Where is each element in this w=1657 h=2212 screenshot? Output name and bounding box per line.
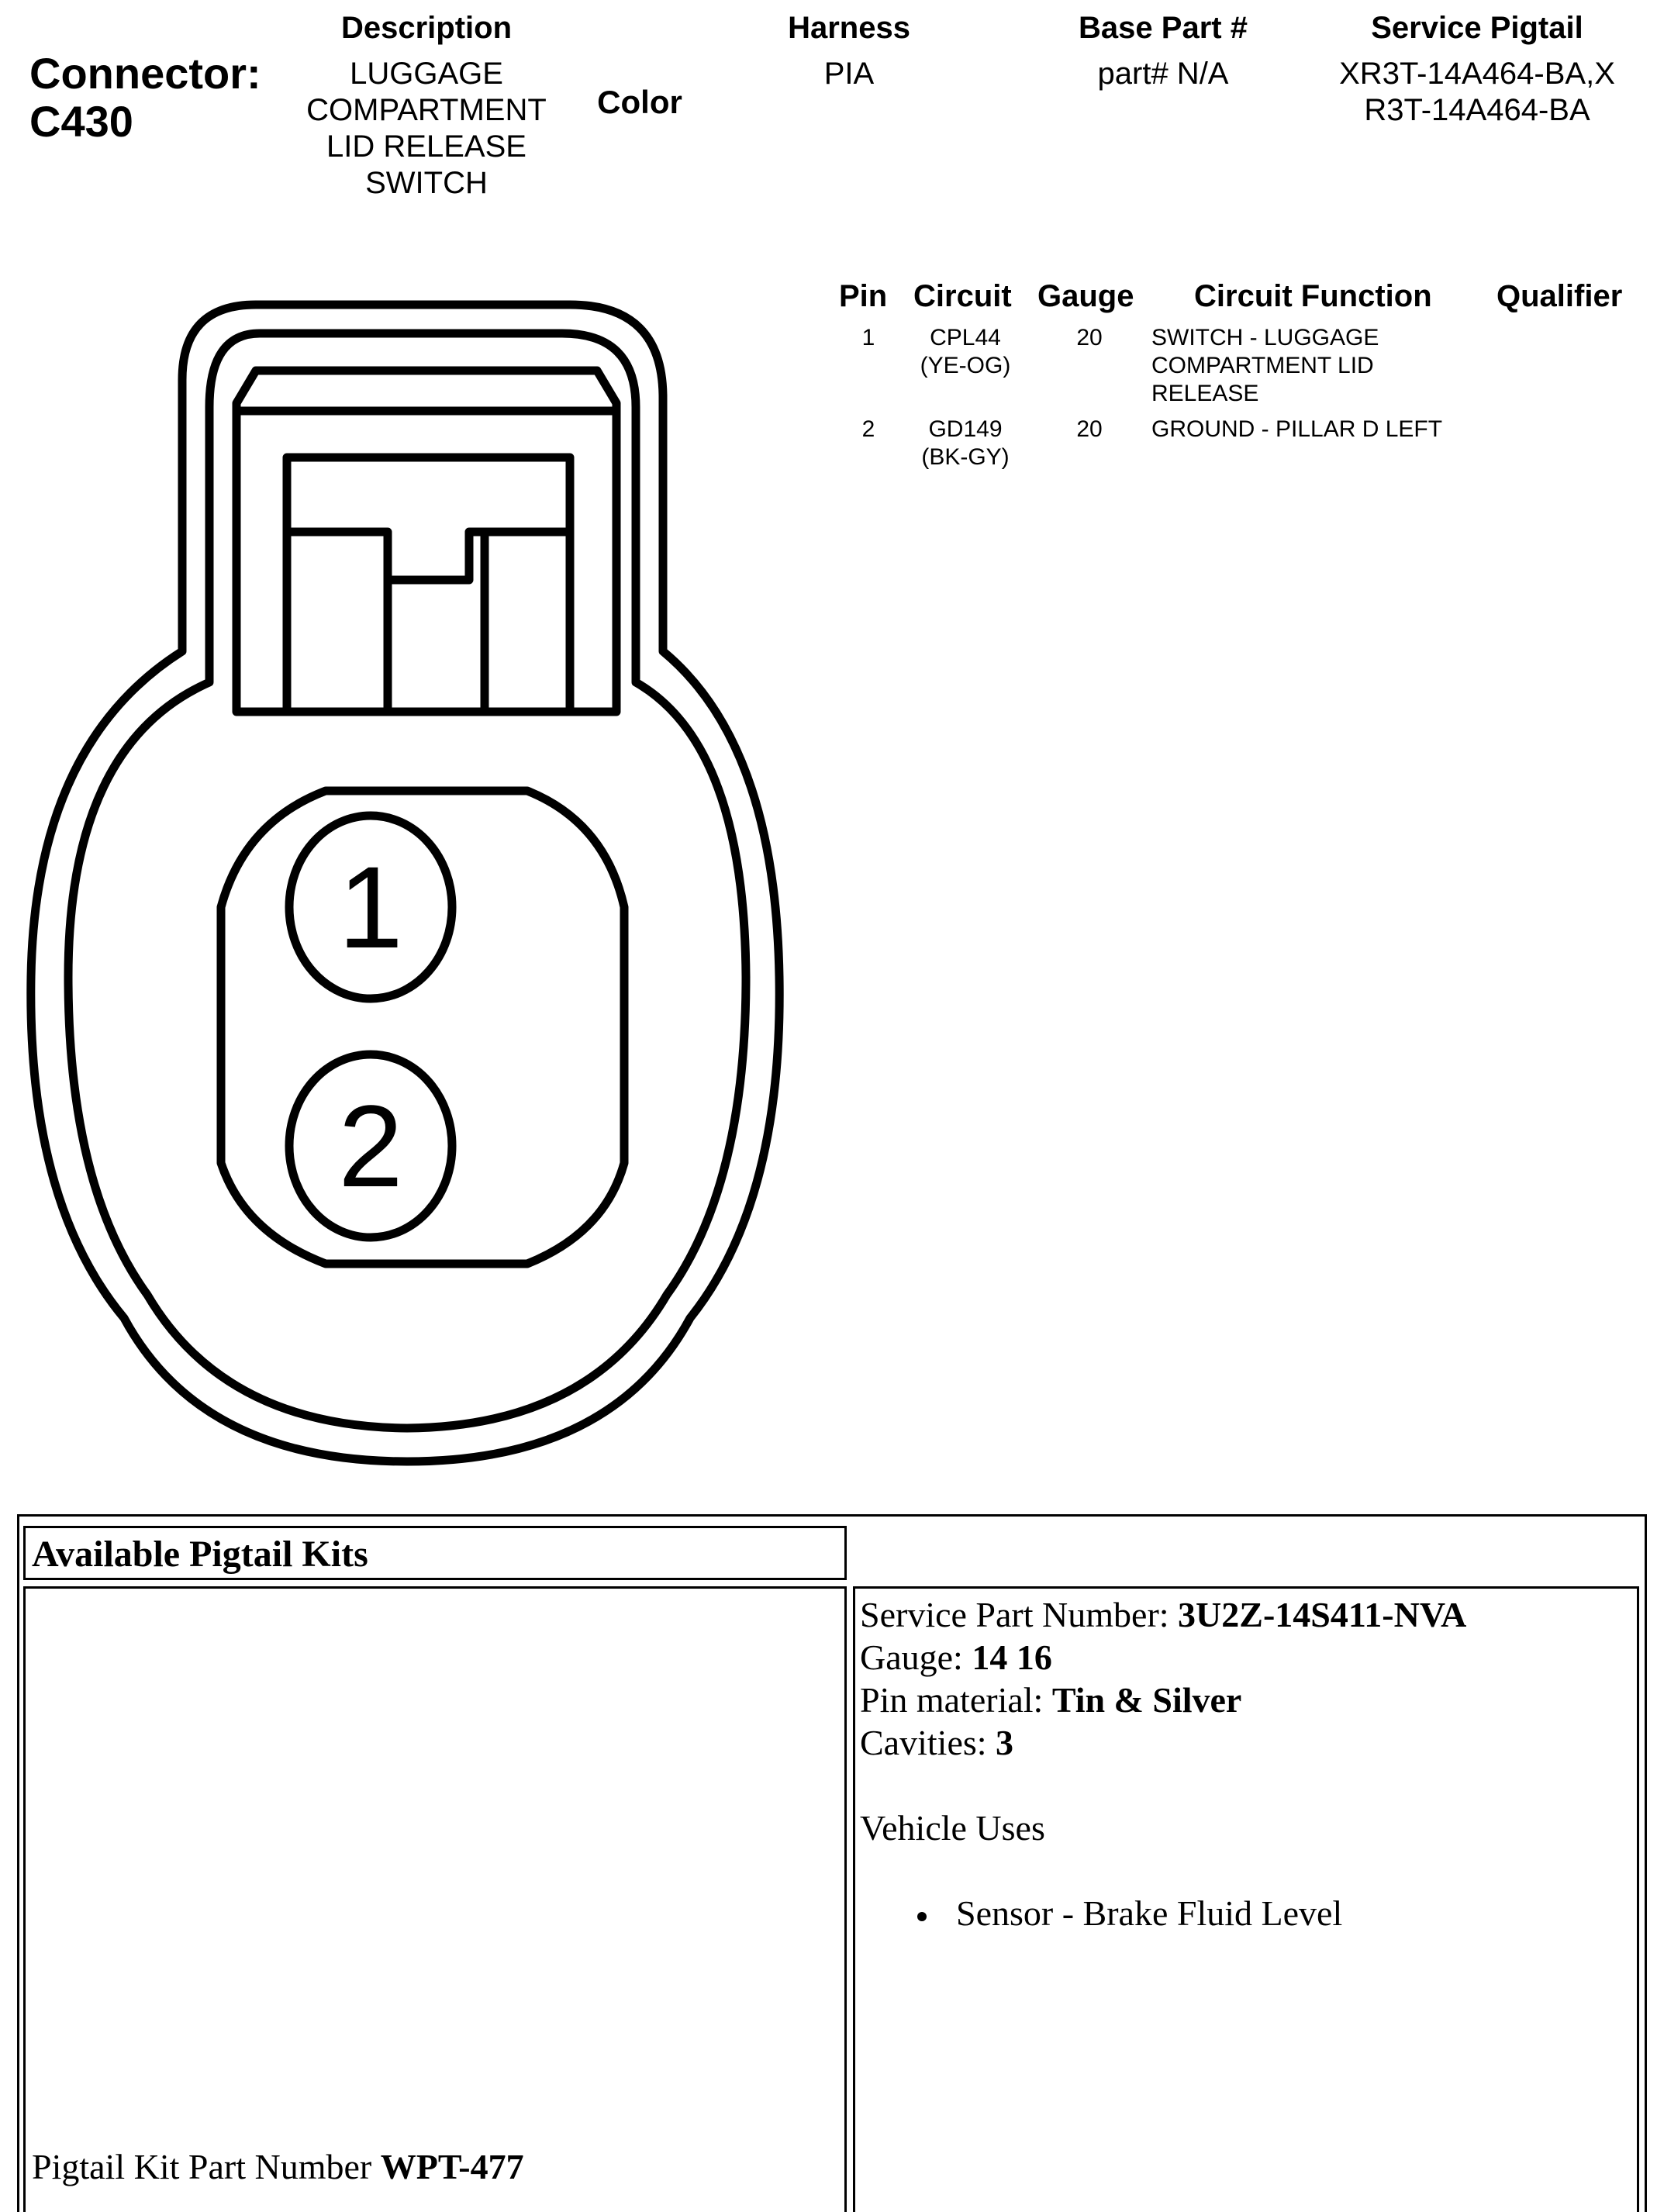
service-pigtail-value: XR3T-14A464-BA,XR3T-14A464-BA (1339, 57, 1615, 127)
pin-cell: 1 (861, 325, 875, 350)
vehicle-use-text: Sensor - Brake Fluid Level (956, 1893, 1343, 1933)
circuit-column-header: Circuit (913, 279, 1012, 313)
circuit-color: (BK-GY) (921, 444, 1010, 470)
pin-cell: 2 (861, 416, 875, 442)
circuit-id: CPL44 (930, 325, 1001, 350)
kit-part-number-value: WPT-477 (380, 2147, 524, 2186)
service-part-number-value: 3U2Z-14S411-NVA (1178, 1595, 1467, 1634)
gauge-cell: 20 (1076, 416, 1103, 442)
description-value: LUGGAGE COMPARTMENT LID RELEASE SWITCH (306, 57, 547, 200)
pin-1-label: 1 (338, 842, 403, 972)
gauge-line (860, 1636, 1466, 1679)
gauge-cell: 20 (1076, 325, 1103, 350)
circuit-cell (907, 324, 1024, 380)
gauge-value: 14 16 (972, 1637, 1052, 1677)
kit-part-number-line (32, 2145, 524, 2188)
service-part-number-line (860, 1593, 1466, 1636)
description-header: Description (340, 11, 513, 45)
kits-title-box (23, 1526, 847, 1580)
vehicle-use-item (860, 1892, 1466, 1934)
vehicle-uses-heading: Vehicle Uses (860, 1808, 1045, 1848)
connector-face-diagram (0, 0, 822, 1489)
cavities-label: Cavities: (860, 1723, 996, 1762)
circuit-function-cell: GROUND - PILLAR D LEFT (1151, 416, 1443, 442)
circuit-color: (YE-OG) (920, 353, 1011, 378)
harness-header: Harness (788, 11, 910, 45)
circuit-cell (907, 416, 1024, 471)
latch-key (291, 532, 566, 580)
service-pigtail-header: Service Pigtail (1371, 11, 1583, 45)
circuit-function-column-header: Circuit Function (1194, 279, 1432, 313)
circuit-function-cell: SWITCH - LUGGAGE COMPARTMENT LID RELEASE (1151, 325, 1379, 406)
kit-details-cell (853, 1586, 1639, 2212)
kit-image-cell (23, 1586, 847, 2212)
connector-id: C430 (29, 97, 133, 146)
harness-value: PIA (823, 57, 875, 91)
base-part-value: part# N/A (1097, 57, 1229, 91)
bullet-icon (917, 1912, 927, 1921)
kits-title: Available Pigtail Kits (32, 1534, 368, 1575)
circuit-id: GD149 (928, 416, 1003, 442)
service-part-number-label: Service Part Number: (860, 1595, 1179, 1634)
pin-2-label: 2 (338, 1081, 403, 1211)
pin-material-label: Pin material: (860, 1680, 1052, 1720)
qualifier-column-header: Qualifier (1496, 279, 1623, 313)
gauge-label: Gauge: (860, 1637, 972, 1677)
latch-block (236, 371, 616, 712)
pin-material-line (860, 1679, 1466, 1721)
kit-part-number-label: Pigtail Kit Part Number (32, 2147, 381, 2186)
cavities-line (860, 1721, 1466, 1764)
base-part-header: Base Part # (1079, 11, 1248, 45)
cavities-value: 3 (996, 1723, 1014, 1762)
pin-material-value: Tin & Silver (1051, 1680, 1242, 1720)
connector-label: Connector: (29, 49, 261, 98)
pin-column-header: Pin (839, 279, 888, 313)
gauge-column-header: Gauge (1037, 279, 1134, 313)
color-header: Color (597, 84, 682, 120)
cavity-region (221, 791, 624, 1264)
